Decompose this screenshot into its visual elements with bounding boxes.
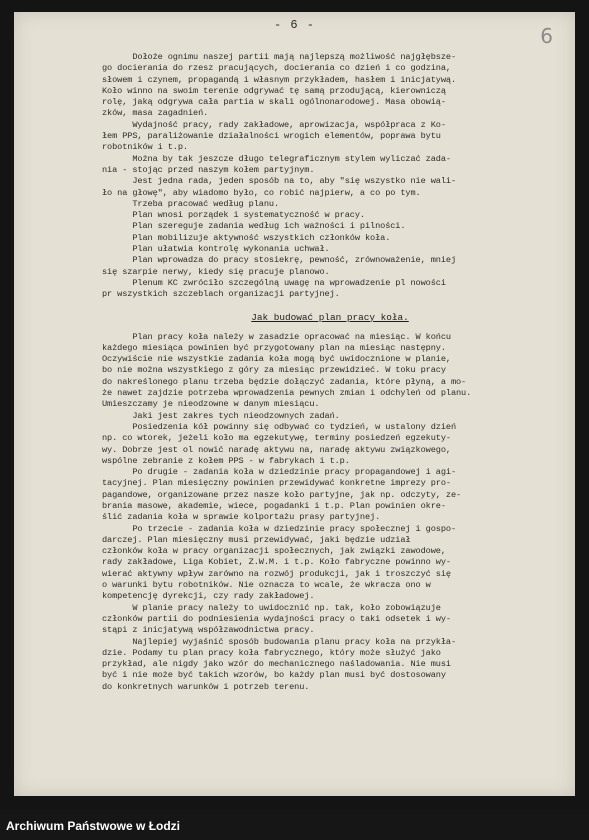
text-line: każdego miesiąca powinien być przygotowany plan na miesiąc następny. xyxy=(102,342,446,353)
text-line: nia - stojąc przed naszym kołem partyjnym. xyxy=(102,164,315,175)
paragraphs-top xyxy=(102,52,558,301)
text-line: brania masowe, akademie, wiece, pogadanki i t.p. Plan powinien okre- xyxy=(102,500,446,511)
text-line: do nakreślonego planu trzeba będzie dołączyć zadania, które płyną, a mo- xyxy=(102,376,467,387)
text-line: Plan ułatwia kontrolę wykonania uchwał. xyxy=(102,244,330,255)
text-line: darczej. Plan miesięczny musi przewidywać, jaki będzie udział xyxy=(102,534,411,545)
text-line: członków partii do podniesienia wydajności pracy o taki odsetek i wy- xyxy=(102,613,451,624)
text-line: W planie pracy należy to uwidocznić np. tak, koło zobowiązuje xyxy=(102,602,441,613)
text-line: Plan wprowadza do pracy stosiekrę, pewność, zrównoważenie, mniej xyxy=(102,255,456,266)
text-line: Plan szereguje zadania według ich ważności i pilności. xyxy=(102,221,406,232)
text-line: dzie. Podamy tu plan pracy koła fabrycznego, który może służyć jako xyxy=(102,647,441,658)
text-line: przykład, ale nigdy jako wzór do mechanicznego naśladowania. Nie musi xyxy=(102,659,451,670)
text-line: Dołoże ognimu naszej partii mają najlepszą możliwość najgłębsze- xyxy=(102,52,456,62)
text-line: rolę, jaką odgrywa cała partia w skali ogólnonarodowej. Masa obowią- xyxy=(102,97,446,108)
text-line: stąpi z inicjatywą współzawodnictwa pracy. xyxy=(102,625,315,636)
text-line: Jest jedna rada, jeden sposób na to, aby "się wszystko nie wali- xyxy=(102,176,456,187)
text-line: Najlepiej wyjaśnić sposób budowania planu pracy koła na przykła- xyxy=(102,636,456,647)
text-line: być i nie może być takich wzorów, bo każdy plan musi być dostosowany xyxy=(102,670,446,681)
text-line: o warunki bytu robotników. Nie oznacza to wcale, że wkracza ono w xyxy=(102,580,431,591)
text-line: Wydajność pracy, rady zakładowe, aprowizacja, współpraca z Ko- xyxy=(102,119,446,130)
text-line: Trzeba pracować według planu. xyxy=(102,198,279,209)
text-line: słowem i czynem, propagandą i własnym przykładem, hasłem i inicjatywą. xyxy=(102,74,456,85)
text-line: Po drugie - zadania koła w dziedzinie pracy propagandowej i agi- xyxy=(102,467,456,478)
text-line: bo nie można wszystkiego z góry za miesiąc przewidzieć. W toku pracy xyxy=(102,365,446,376)
text-line: zków, masa zagadnień. xyxy=(102,108,209,119)
section-heading: Jak budować plan pracy koła. xyxy=(251,311,409,323)
text-line: robotników i t.p. xyxy=(102,142,188,153)
text-line: kompetencję dyrekcji, czy rady zakładowej. xyxy=(102,591,315,602)
text-line: się szarpie nerwy, kiedy się pracuje planowo. xyxy=(102,266,330,277)
text-line: wy. Dobrze jest ol nowić naradę aktywu na, naradę aktywu związkowego, xyxy=(102,444,451,455)
archive-page-number: 6 xyxy=(540,24,553,48)
text-line: wierać aktywny wpływ zarówno na rozwój produkcji, jak i troszczyć się xyxy=(102,568,451,579)
text-line: Koło winno na swoim terenie odgrywać tę samą przodującą, kierowniczą xyxy=(102,85,446,96)
text-line: tacyjnej. Plan miesięczny powinien przewidywać konkretne imprezy pro- xyxy=(102,478,451,489)
text-line: Oczywiście nie wszystkie zadania koła mogą być uwidocznione w planie, xyxy=(102,354,451,365)
text-line: łem PPS, paraliżowanie działalności wrogich elementów, poprawa bytu xyxy=(102,131,441,142)
document-page xyxy=(14,12,575,796)
text-line: rady zakładowe, Liga Kobiet, Z.W.M. i t.p. Koło fabryczne powinno wy- xyxy=(102,557,451,568)
text-line: Posiedzenia kół powinny się odbywać co tydzień, w ustalony dzień xyxy=(102,421,456,432)
text-line: pr wszystkich szczeblach organizacji partyjnej. xyxy=(102,289,340,300)
text-line: że nawet zajdzie potrzeba wprowadzenia pewnych zmian i odchyleń od planu. xyxy=(102,388,472,399)
page-number: - 6 - xyxy=(273,18,315,32)
text-line: członków koła w pracy organizacji społecznych, jak związki zawodowe, xyxy=(102,546,446,557)
text-line: Można by tak jeszcze długo telegraficznym stylem wyliczać zada- xyxy=(102,153,451,164)
text-line: Plan pracy koła należy w zasadzie opracować na miesiąc. W końcu xyxy=(102,331,451,342)
text-line: do konkretnych warunków i potrzeb terenu. xyxy=(102,681,310,692)
text-line: Jaki jest zakres tych nieodzownych zadań. xyxy=(102,410,340,421)
text-line: pagandowe, organizowane przez nasze koło partyjne, jak np. odczyty, ze- xyxy=(102,489,462,500)
text-line: Plan wnosi porządek i systematyczność w pracy. xyxy=(102,210,365,221)
text-line: ślić zadania koła w sprawie kolportażu prasy partyjnej. xyxy=(102,512,381,523)
footer-bar xyxy=(0,810,589,840)
text-line: go docierania do rzesz pracujących, docierania co dzień i co godzina, xyxy=(102,63,451,74)
text-line: Plenum KC zwróciło szczególną uwagę na wprowadzenie pl nowości xyxy=(102,277,446,288)
text-line: Umieszczamy je nieodzowne w danym miesiącu. xyxy=(102,399,320,410)
paragraphs-bottom xyxy=(102,332,558,694)
text-line: np. co wtorek, jeżeli koło ma egzekutywę, terminy posiedzeń egzekuty- xyxy=(102,433,451,444)
text-line: Po trzecie - zadania koła w dziedzinie pracy społecznej i gospo- xyxy=(102,523,456,534)
body-text xyxy=(102,52,558,693)
archive-label: Archiwum Państwowe w Łodzi xyxy=(6,819,181,833)
text-line: wspólne zebranie z kołem PPS - w fabrykach i t.p. xyxy=(102,455,350,466)
text-line: ło na głowę", aby wiadomo było, co robić najpierw, a co po tym. xyxy=(102,187,421,198)
text-line: Plan mobilizuje aktywność wszystkich członków koła. xyxy=(102,232,391,243)
